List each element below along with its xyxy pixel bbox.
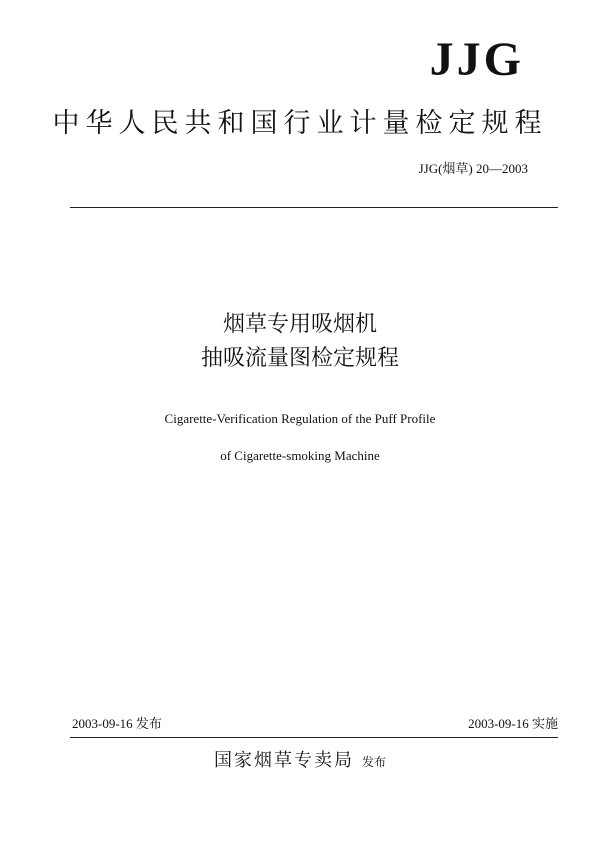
issuer-suffix: 发布 [361,755,386,769]
bottom-divider [70,737,558,738]
top-divider [70,207,558,208]
issuer [0,752,600,770]
issue-date: 2003-09-16 发布 [72,716,162,731]
jjg-logo: JJG [429,33,524,86]
title-chinese-line1: 烟草专用吸烟机 [222,312,377,337]
title-english-line1: Cigarette-Verification Regulation of the Puff Profile [164,411,436,426]
title-chinese [0,308,600,376]
effective-date: 2003-09-16 实施 [468,716,558,731]
title-english-line2: of Cigarette-smoking Machine [220,448,380,463]
title-chinese-line2: 抽吸流量图检定规程 [200,346,399,371]
issuer-name: 国家烟草专卖局 [213,750,354,771]
standard-code: JJG(烟草) 20—2003 [418,161,528,176]
regulation-category: 中华人民共和国行业计量检定规程 [52,108,548,139]
